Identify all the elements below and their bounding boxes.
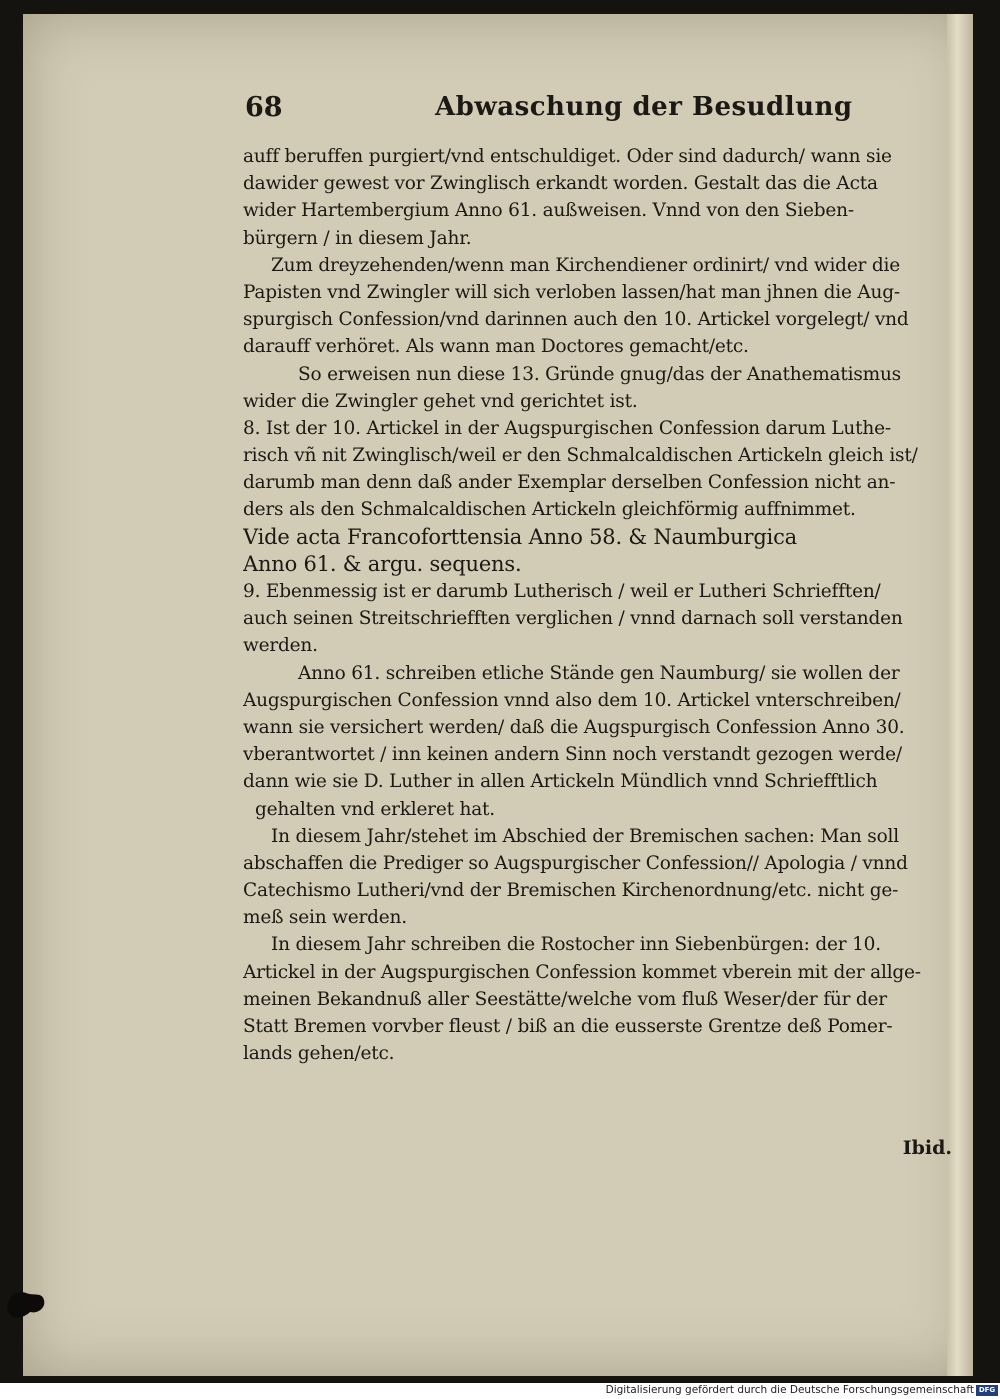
text-line: Papisten vnd Zwingler will sich verloben lassen/hat man jhnen die Aug- [243, 281, 900, 303]
text-line: wann sie versichert werden/ daß die Augspurgisch Confession Anno 30. [243, 716, 905, 738]
text-line: werden. [243, 635, 318, 657]
text-line: So erweisen nun diese 13. Gründe gnug/das der Anathematismus [298, 363, 901, 385]
text-line: 9. Ebenmessig ist er darumb Lutherisch / weil er Lutheri Schriefften/ [243, 581, 881, 602]
text-line: gehalten vnd erkleret hat. [255, 798, 495, 820]
funding-credit: Digitalisierung gefördert durch die Deutsche Forschungsgemeinschaft [605, 1384, 974, 1396]
text-line: meß sein werden. [243, 907, 407, 929]
text-line: abschaffen die Prediger so Augspurgischer Confession// Apologia / vnnd [243, 852, 908, 874]
text-line: Artickel in der Augspurgischen Confession kommet vberein mit der allge- [243, 961, 921, 983]
page-header [215, 92, 935, 140]
text-line: spurgisch Confession/vnd darinnen auch den 10. Artickel vorgelegt/ vnd [243, 309, 909, 331]
text-line: auff beruffen purgiert/vnd entschuldiget. Oder sind dadurch/ wann sie [243, 146, 892, 167]
text-line: Augspurgischen Confession vnnd also dem 10. Artickel vnterschreiben/ [243, 689, 901, 711]
text-line: darumb man denn daß ander Exemplar derselben Confession nicht an- [243, 472, 896, 494]
text-line: meinen Bekandnuß aller Seestätte/welche vom fluß Weser/der für der [243, 988, 887, 1010]
text-line: risch vñ nit Zwinglisch/weil er den Schmalcaldischen Artickeln gleich ist/ [243, 445, 918, 467]
text-line: dawider gewest vor Zwinglisch erkandt worden. Gestalt das die Acta [243, 173, 878, 195]
text-line: Zum dreyzehenden/wenn man Kirchendiener ordinirt/ vnd wider die [271, 254, 900, 276]
catchword: Ibid. [902, 1137, 952, 1159]
text-line: Anno 61. & argu. sequens. [243, 551, 522, 576]
dfg-logo-icon: DFG [976, 1385, 998, 1396]
text-line: Statt Bremen vorvber fleust / biß an die eusserste Grentze deß Pomer- [243, 1016, 893, 1037]
text-line: bürgern / in diesem Jahr. [243, 227, 472, 249]
text-line: 8. Ist der 10. Artickel in der Augspurgischen Confession darum Luthe- [243, 417, 891, 439]
text-line: dann wie sie D. Luther in allen Artickeln Mündlich vnnd Schriefftlich [243, 771, 878, 793]
text-line: In diesem Jahr schreiben die Rostocher inn Siebenbürgen: der 10. [271, 934, 881, 956]
text-line: In diesem Jahr/stehet im Abschied der Bremischen sachen: Man soll [271, 825, 899, 847]
page-number: 68 [245, 92, 283, 123]
text-line: darauff verhöret. Als wann man Doctores gemacht/etc. [243, 336, 749, 358]
text-line: vberantwortet / inn keinen andern Sinn noch verstandt gezogen werde/ [243, 744, 902, 766]
footer-bar [0, 1383, 1000, 1399]
text-line: Vide acta Francoforttensia Anno 58. & Naumburgica [243, 524, 797, 549]
body-text [243, 143, 938, 1067]
text-line: Anno 61. schreiben etliche Stände gen Naumburg/ sie wollen der [298, 662, 900, 684]
text-line: auch seinen Streitschriefften verglichen / vnnd darnach soll verstanden [243, 608, 903, 630]
text-line: ders als den Schmalcaldischen Artickeln gleichförmig auffnimmet. [243, 499, 856, 521]
text-line: lands gehen/etc. [243, 1043, 395, 1065]
running-title: Abwaschung der Besudlung [435, 92, 853, 122]
text-line: wider Hartembergium Anno 61. außweisen. Vnnd von den Sieben- [243, 200, 854, 222]
page-edge [947, 14, 973, 1376]
ink-blot-icon [4, 1284, 48, 1324]
text-line: wider die Zwingler gehet vnd gerichtet ist. [243, 390, 638, 412]
text-line: Catechismo Lutheri/vnd der Bremischen Kirchenordnung/etc. nicht ge- [243, 880, 899, 902]
